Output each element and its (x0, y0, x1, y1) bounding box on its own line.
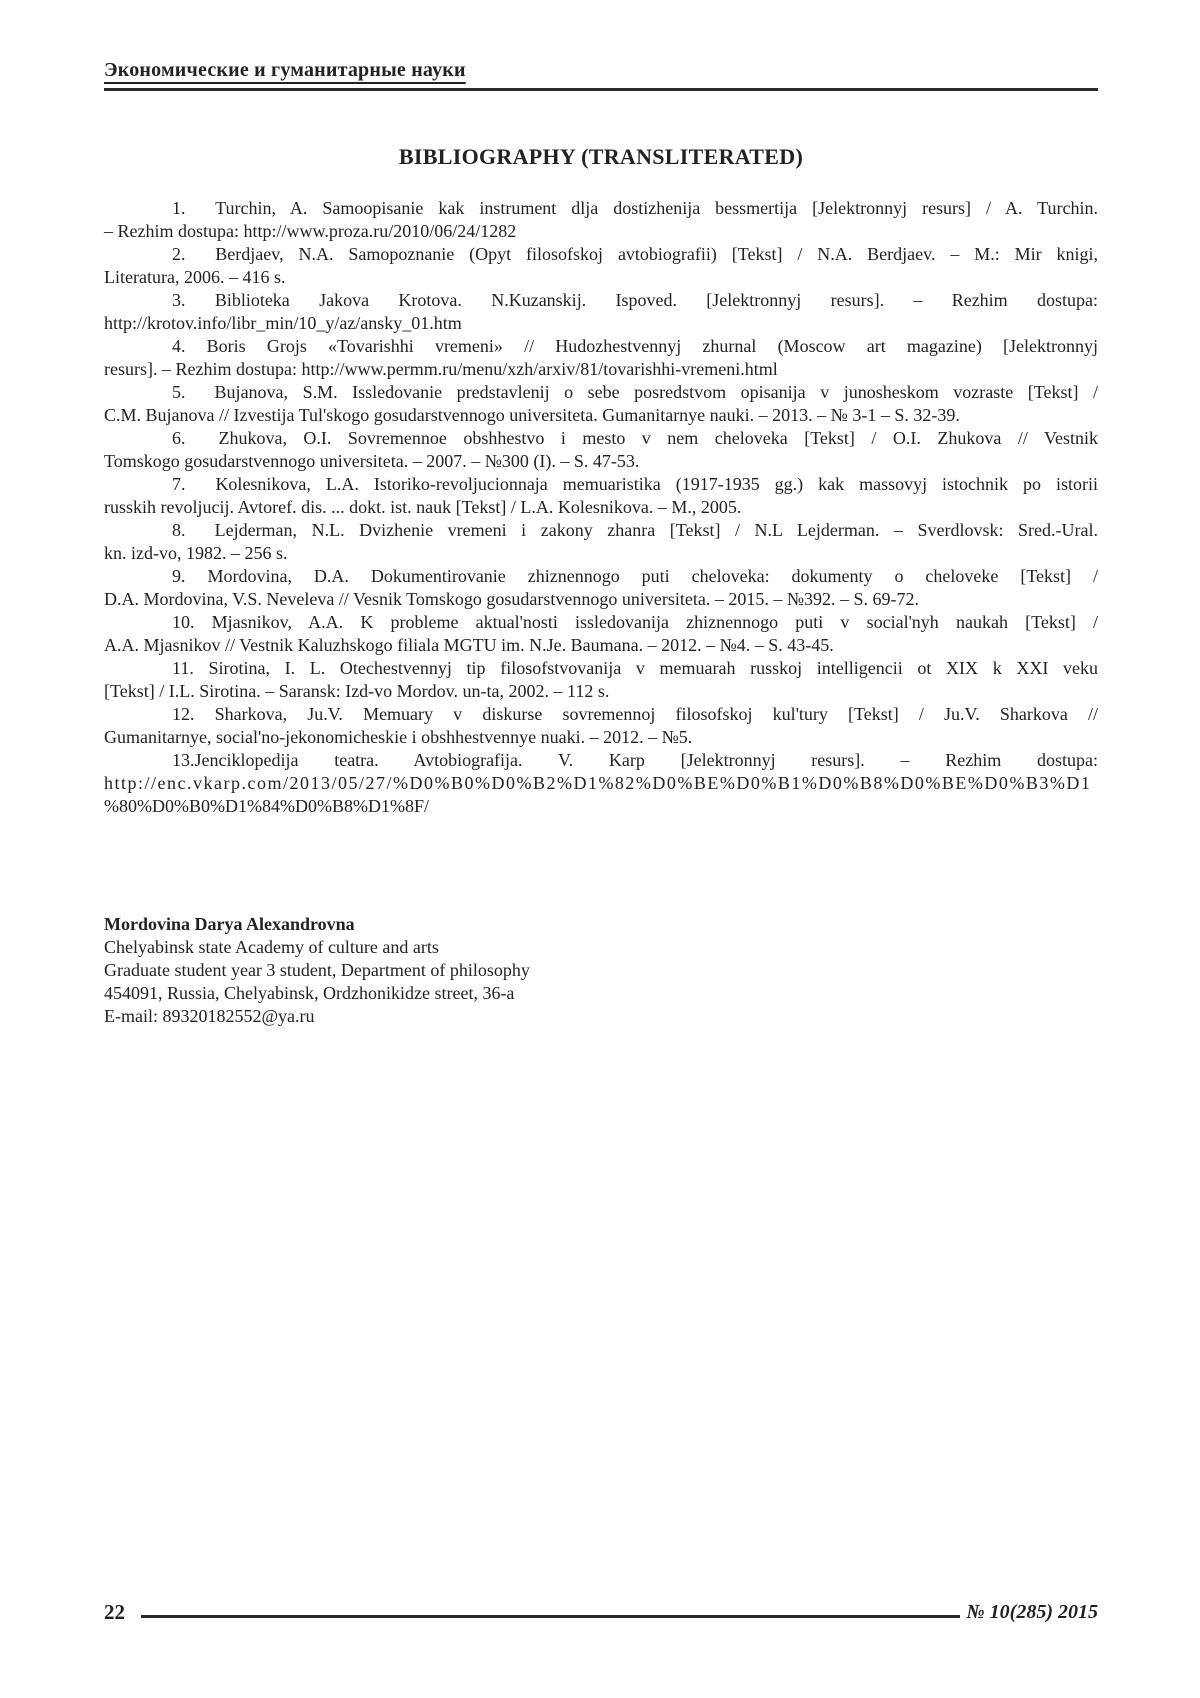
bib-entry (104, 703, 1098, 749)
footer-rule (141, 1615, 960, 1618)
bib-entry-url-line: %80%D0%B0%D1%84%D0%B8%D1%8F/ (104, 796, 429, 816)
bib-entry-line: kn. izd-vo, 1982. – 256 s. (104, 543, 288, 563)
bibliography-list (104, 197, 1098, 818)
bib-entry-line: russkih revoljucij. Avtoref. dis. ... dokt. ist. nauk [Tekst] / L.A. Kolesnikova. – M., 2005. (104, 497, 742, 517)
running-header (104, 57, 1098, 91)
bib-entry-line: http://krotov.info/libr_min/10_y/az/ansky_01.htm (104, 313, 462, 333)
bib-entry-line: 10. Mjasnikov, A.A. K probleme aktual'nosti issledovanija zhiznennogo puti v social'nyh naukah [Tekst] / (172, 612, 1098, 632)
bib-entry-line: D.A. Mordovina, V.S. Neveleva // Vesnik Tomskogo gosudarstvennogo universiteta. – 2015. – №392. – S. 69-72. (104, 589, 920, 609)
bib-entry-line: A.A. Mjasnikov // Vestnik Kaluzhskogo filiala MGTU im. N.Je. Baumana. – 2012. – №4. – S. 43-45. (104, 635, 834, 655)
bib-entry-line: 8. Lejderman, N.L. Dvizhenie vremeni i zakony zhanra [Tekst] / N.L Lejderman. – Sverdlovsk: Sred.-Ural. (172, 520, 1098, 540)
author-block (104, 913, 1098, 1028)
page-footer (104, 1600, 1098, 1624)
author-address: 454091, Russia, Chelyabinsk, Ordzhonikidze street, 36-a (104, 983, 515, 1003)
bib-entry-line: Gumanitarnye, social'no-jekonomicheskie i obshhestvennye nuaki. – 2012. – №5. (104, 727, 693, 747)
bib-entry-line: 1. Turchin, A. Samoopisanie kak instrument dlja dostizhenija bessmertija [Jelektronnyj resurs] / A. Turchin. (172, 198, 1098, 218)
bib-entry (104, 519, 1098, 565)
bib-entry (104, 657, 1098, 703)
bib-entry-line: 2. Berdjaev, N.A. Samopoznanie (Opyt filosofskoj avtobiografii) [Tekst] / N.A. Berdjaev. – M.: Mir knigi, (172, 244, 1098, 264)
bib-entry-line: 5. Bujanova, S.M. Issledovanie predstavlenij o sebe posredstvom opisanija v junosheskom vozraste [Tekst] / (172, 382, 1098, 402)
bib-entry-line: 11. Sirotina, I. L. Otechestvennyj tip filosofstvovanija v memuarah russkoj intelligencii ot XIX k XXI veku (172, 658, 1098, 678)
bib-entry-line: 13.Jenciklopedija teatra. Avtobiografija. V. Karp [Jelektronnyj resurs]. – Rezhim dostupa: (172, 750, 1098, 770)
author-affiliation: Chelyabinsk state Academy of culture and arts (104, 937, 439, 957)
bib-entry (104, 243, 1098, 289)
bib-entry (104, 289, 1098, 335)
bib-entry-line: resurs]. – Rezhim dostupa: http://www.permm.ru/menu/xzh/arxiv/81/tovarishhi-vremeni.html (104, 359, 778, 379)
bib-entry-url-line: http://enc.vkarp.com/2013/05/27/%D0%B0%D0%B2%D1%82%D0%BE%D0%B1%D0%B8%D0%BE%D0%B3%D1 (104, 773, 1092, 793)
bib-entry (104, 427, 1098, 473)
bib-entry-line: Tomskogo gosudarstvennogo universiteta. – 2007. – №300 (I). – S. 47-53. (104, 451, 640, 471)
author-position: Graduate student year 3 student, Department of philosophy (104, 960, 530, 980)
bib-entry-line: 9. Mordovina, D.A. Dokumentirovanie zhiznennogo puti cheloveka: dokumenty o cheloveke [Tekst] / (172, 566, 1098, 586)
bib-entry (104, 473, 1098, 519)
bib-entry-line: [Tekst] / I.L. Sirotina. – Saransk: Izd-vo Mordov. un-ta, 2002. – 112 s. (104, 681, 610, 701)
bibliography-title: BIBLIOGRAPHY (TRANSLITERATED) (398, 144, 804, 169)
bib-entry (104, 335, 1098, 381)
author-email: E-mail: 89320182552@ya.ru (104, 1006, 315, 1026)
bib-entry-line: 12. Sharkova, Ju.V. Memuary v diskurse sovremennoj filosofskoj kul'tury [Tekst] / Ju.V. Sharkova // (172, 704, 1098, 724)
bib-entry-line: 6. Zhukova, O.I. Sovremennoe obshhestvo i mesto v nem cheloveka [Tekst] / O.I. Zhukova // Vestnik (172, 428, 1098, 448)
author-name: Mordovina Darya Alexandrovna (104, 914, 355, 934)
bib-entry-line: 4. Boris Grojs «Tovarishhi vremeni» // Hudozhestvennyj zhurnal (Moscow art magazine) [Jelektronnyj (172, 336, 1098, 356)
bib-entry (104, 381, 1098, 427)
bib-entry (104, 197, 1098, 243)
bib-entry-line: Literatura, 2006. – 416 s. (104, 267, 286, 287)
bib-entry-line: – Rezhim dostupa: http://www.proza.ru/2010/06/24/1282 (104, 221, 517, 241)
bib-entry (104, 565, 1098, 611)
bib-entry-line: 7. Kolesnikova, L.A. Istoriko-revoljucionnaja memuaristika (1917-1935 gg.) kak massovyj istochnik po istorii (172, 474, 1098, 494)
page-number: 22 (104, 1600, 125, 1624)
issue-label: № 10(285) 2015 (966, 1601, 1098, 1623)
running-header-title: Экономические и гуманитарные науки (104, 59, 466, 81)
bib-entry (104, 749, 1098, 818)
bib-entry-line: C.M. Bujanova // Izvestija Tul'skogo gosudarstvennogo universiteta. Gumanitarnye nauki. – 2013. – № 3-1 – S. 32-39. (104, 405, 960, 425)
bib-entry (104, 611, 1098, 657)
bib-entry-line: 3. Biblioteka Jakova Krotova. N.Kuzanskij. Ispoved. [Jelektronnyj resurs]. – Rezhim dostupa: (172, 290, 1098, 310)
